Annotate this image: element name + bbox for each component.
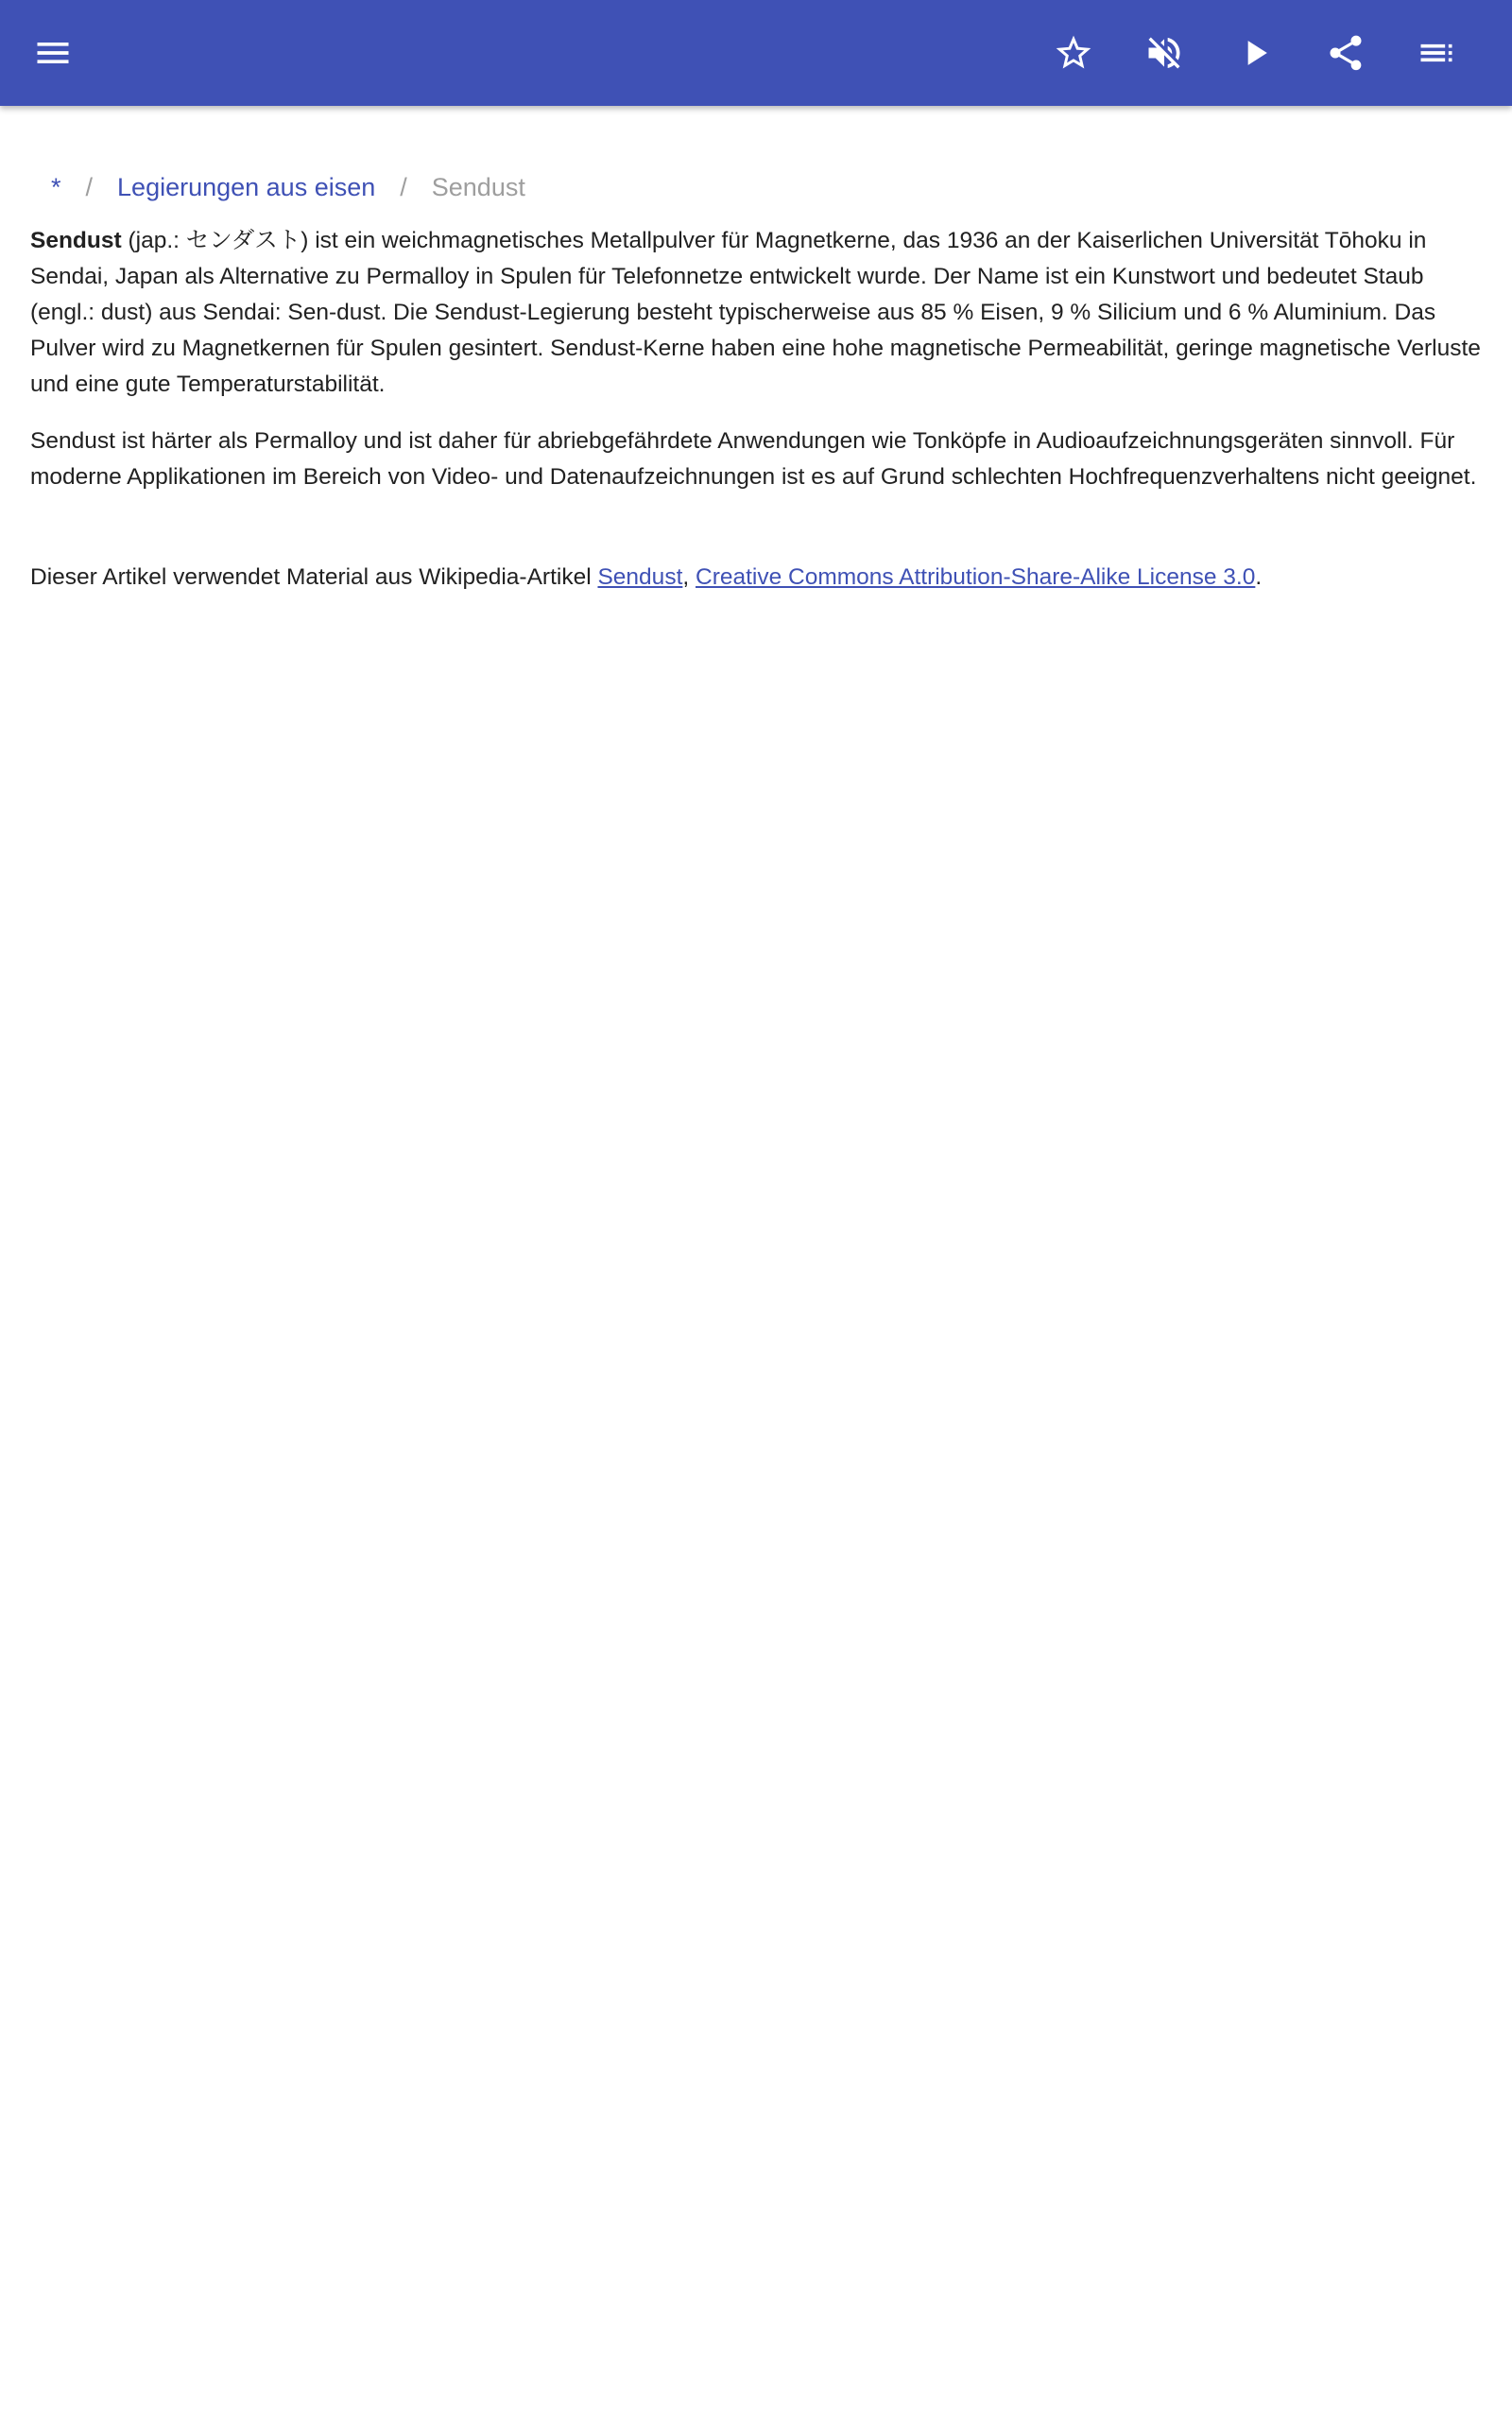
volume-off-icon: [1143, 32, 1185, 74]
wikipedia-article-link[interactable]: Sendust: [597, 564, 683, 590]
star-outline-icon: [1053, 32, 1094, 74]
breadcrumb-home[interactable]: *: [51, 172, 61, 201]
article-title-term: Sendust: [30, 228, 122, 253]
breadcrumb-separator: /: [85, 172, 94, 201]
play-icon: [1234, 32, 1276, 74]
breadcrumb-separator: /: [400, 172, 407, 201]
favorite-button[interactable]: [1047, 26, 1100, 79]
breadcrumb: [30, 151, 1482, 223]
attribution-prefix: Dieser Artikel verwendet Material aus Wikipedia-Artikel: [30, 564, 598, 590]
menu-button[interactable]: [26, 26, 79, 79]
article-content: [30, 151, 1482, 596]
attribution-comma: ,: [682, 564, 696, 590]
table-of-contents-button[interactable]: [1410, 26, 1463, 79]
share-icon: [1325, 32, 1366, 74]
attribution: [30, 560, 1482, 596]
breadcrumb-current: Sendust: [431, 172, 525, 201]
breadcrumb-category[interactable]: Legierungen aus eisen: [117, 172, 376, 201]
play-button[interactable]: [1228, 26, 1281, 79]
list-icon: [1416, 32, 1457, 74]
article-paragraph-2: Sendust ist härter als Permalloy und ist daher für abriebgefährdete Anwendungen wie Tonköpfe in Audioaufzeichnungsgeräten sinnvoll. Für moderne Applikationen im Bereich von Video- und Datenaufzeichnungen ist es auf Grund schlechten Hochfrequenzverhaltens nicht geeignet.: [30, 428, 1477, 490]
share-button[interactable]: [1319, 26, 1372, 79]
attribution-suffix: .: [1255, 564, 1263, 590]
menu-icon: [32, 32, 74, 74]
mute-button[interactable]: [1138, 26, 1191, 79]
article-paragraph-1: [30, 223, 1482, 403]
license-link[interactable]: Creative Commons Attribution-Share-Alike License 3.0: [696, 564, 1256, 590]
paragraph-1-text: (jap.: センダスト) ist ein weichmagnetisches Metallpulver für Magnetkerne, das 1936 an der Kaiserlichen Universität Tōhoku in Sendai, Japan als Alternative zu Permalloy in Spulen für Telefonnetze entwickelt wurde. Der Name ist ein Kunstwort und bedeutet Staub (engl.: dust) aus Sendai: Sen-dust. Die Sendust-Legierung besteht typischerweise aus 85 % Eisen, 9 % Silicium und 6 % Aluminium. Das Pulver wird zu Magnetkernen für Spulen gesintert. Sendust-Kerne haben eine hohe magnetische Permeabilität, geringe magnetische Verluste und eine gute Temperaturstabilität.: [30, 228, 1481, 397]
app-bar: [0, 0, 1512, 106]
